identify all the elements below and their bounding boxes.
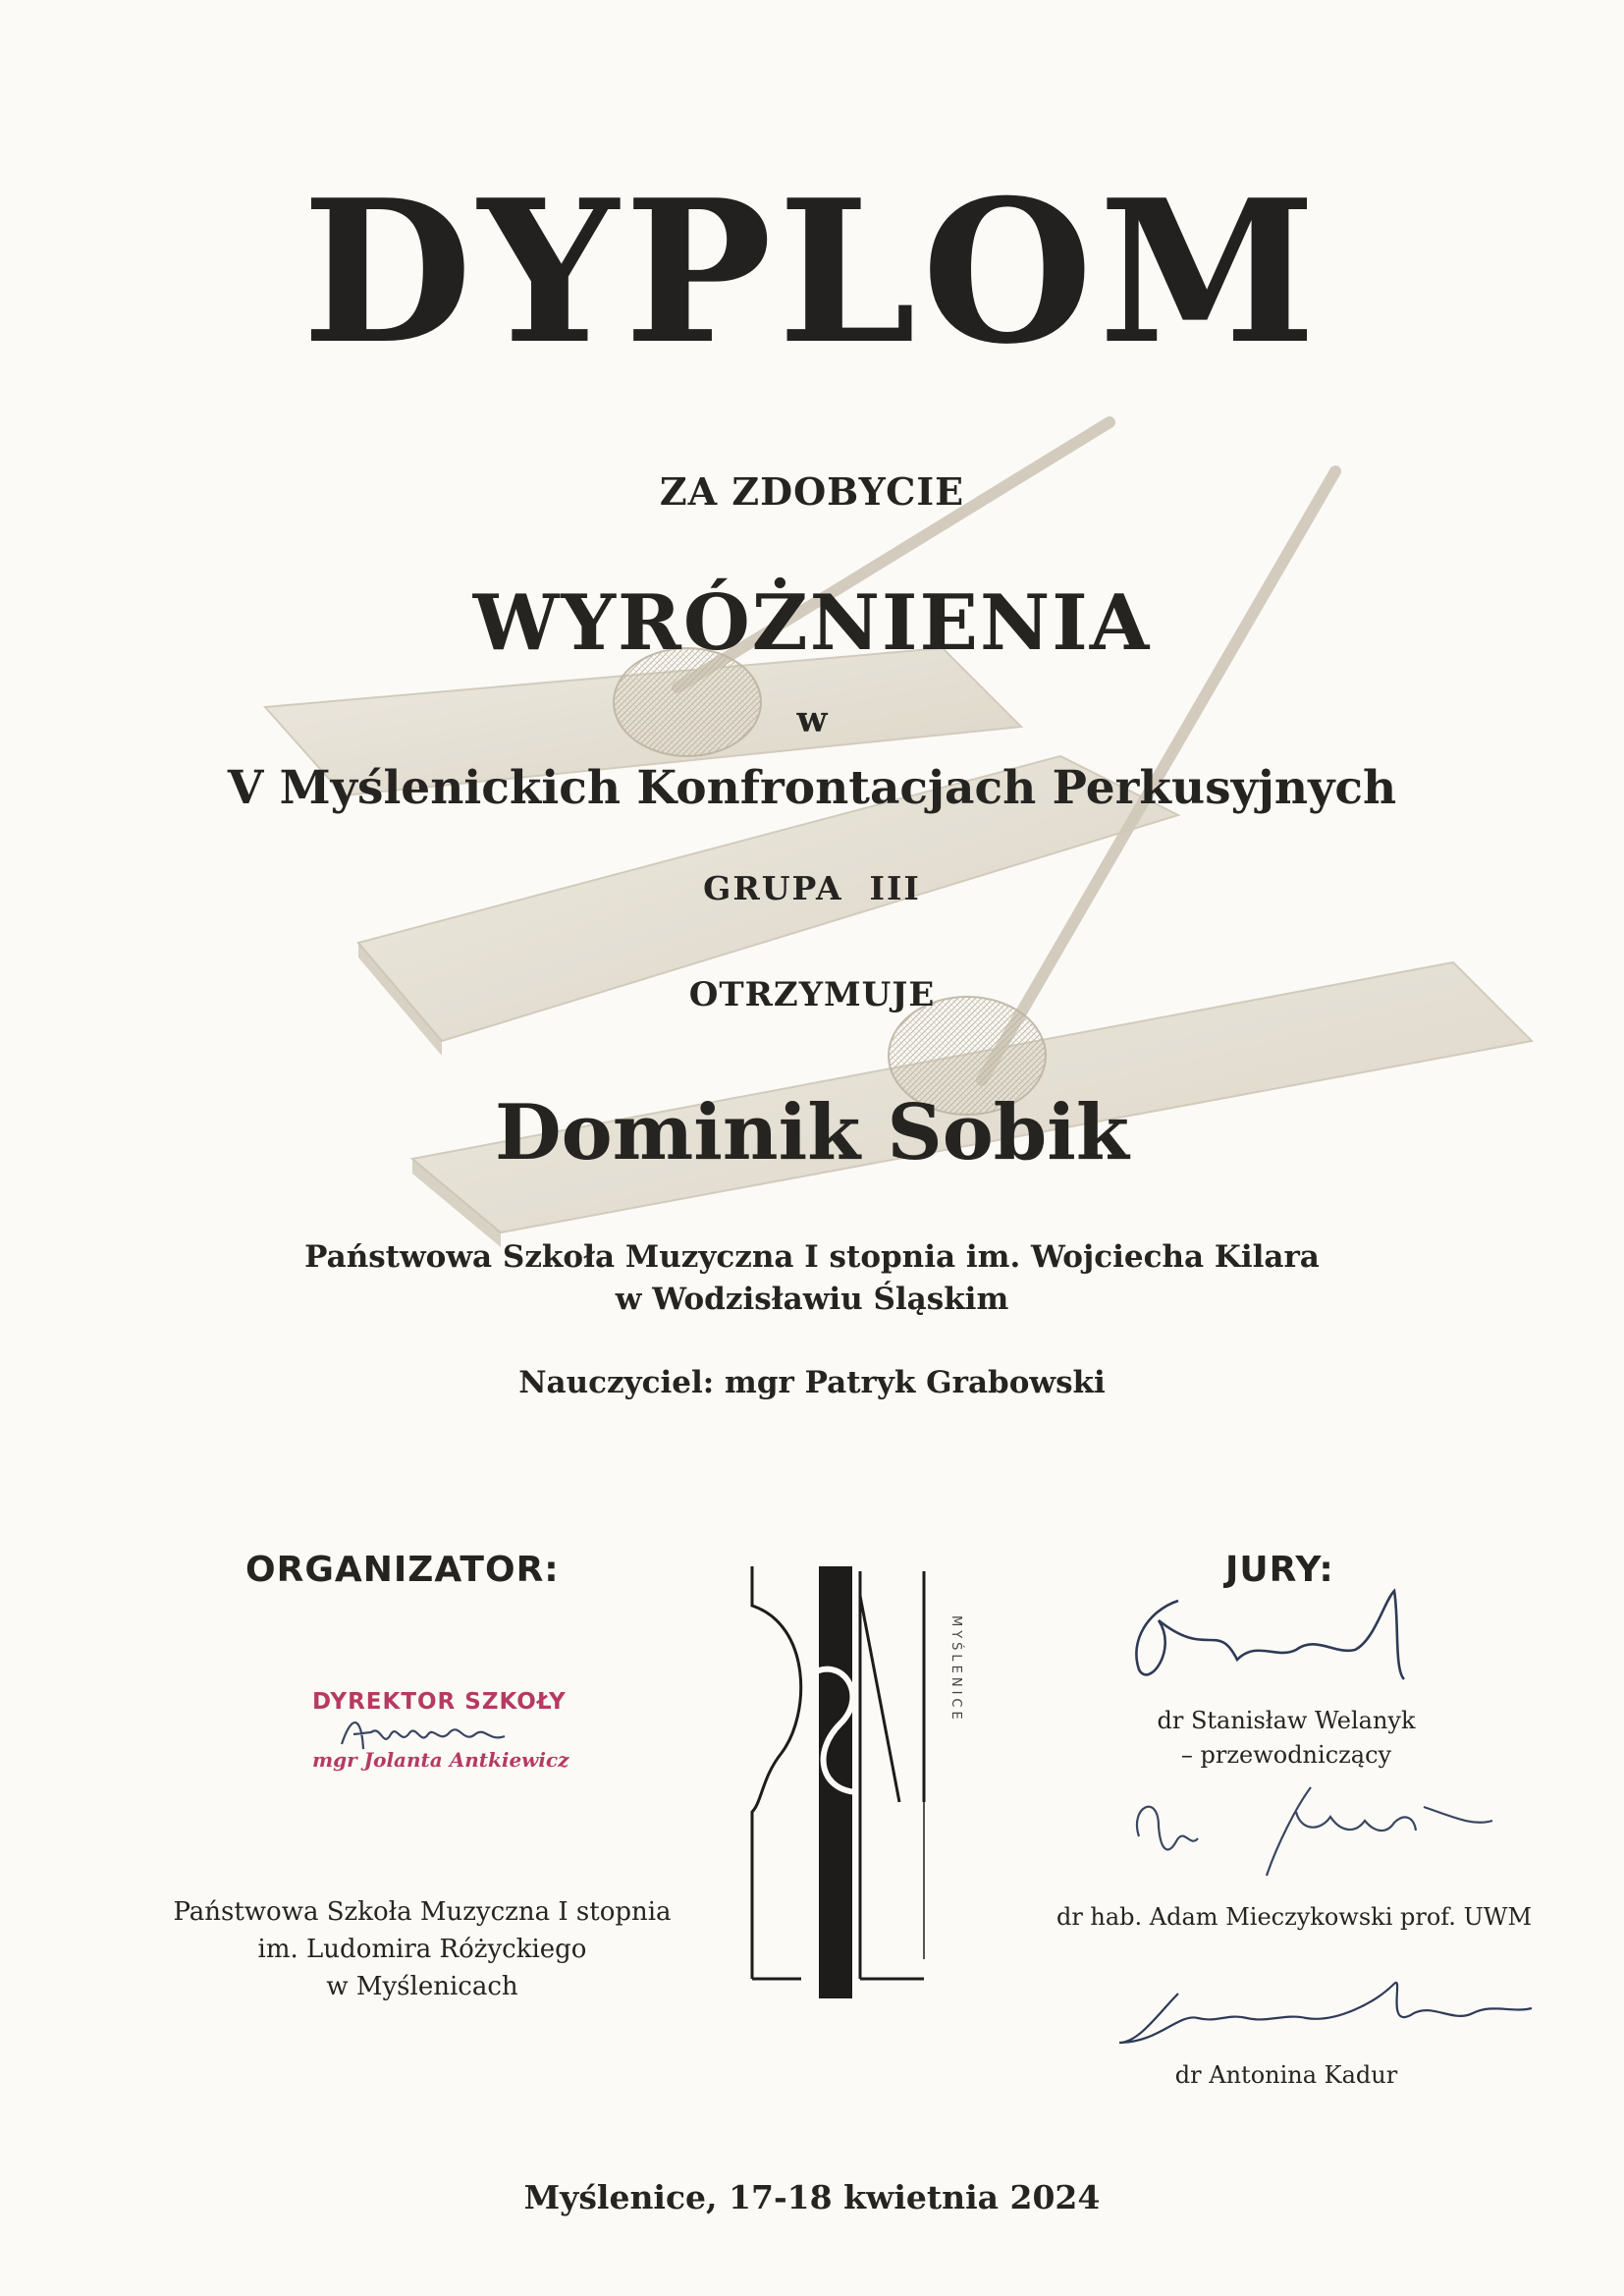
diploma-title: DYPLOM xyxy=(301,157,1323,388)
jury-member-2: dr hab. Adam Mieczykowski prof. UWM xyxy=(1056,1903,1533,1931)
jury-label: JURY: xyxy=(1225,1550,1334,1590)
organizer-school-city: w Myślenicach xyxy=(326,1972,518,2001)
teacher-name: Nauczyciel: mgr Patryk Grabowski xyxy=(518,1365,1106,1400)
director-stamp-title: DYREKTOR SZKOŁY xyxy=(312,1689,567,1715)
competition-group: GRUPA III xyxy=(703,869,921,907)
event-name: V Myślenickich Konfrontacjach Perkusyjnych xyxy=(227,761,1397,815)
organizer-school-patron: im. Ludomira Różyckiego xyxy=(257,1935,587,1964)
signature-welanyk xyxy=(1136,1591,1404,1679)
recipient-school-city: w Wodzisławiu Śląskim xyxy=(615,1282,1009,1317)
logo-vertical-text: MYŚLENICE xyxy=(948,1615,963,1723)
receives-label: OTRZYMUJE xyxy=(688,975,936,1014)
director-stamp-name: mgr Jolanta Antkiewicz xyxy=(312,1748,569,1772)
jury-signatures xyxy=(1100,1581,1571,2062)
award-name: WYRÓŻNIENIA xyxy=(472,578,1152,668)
jury-member-1-role: – przewodniczący xyxy=(1180,1741,1392,1769)
place-and-date: Myślenice, 17-18 kwietnia 2024 xyxy=(523,2178,1101,2216)
signature-kadur xyxy=(1119,1983,1532,2043)
award-intro: ZA ZDOBYCIE xyxy=(659,469,965,514)
signature-mieczykowski xyxy=(1137,1787,1492,1876)
recipient-name: Dominik Sobik xyxy=(495,1088,1129,1177)
jury-member-3: dr Antonina Kadur xyxy=(1174,2061,1398,2089)
organizer-school: Państwowa Szkoła Muzyczna I stopnia xyxy=(173,1897,672,1927)
recipient-school: Państwowa Szkoła Muzyczna I stopnia im. Wojciecha Kilara xyxy=(304,1239,1320,1275)
festival-logo xyxy=(742,1566,968,2018)
preposition-in: w xyxy=(796,699,828,740)
jury-member-1: dr Stanisław Welanyk xyxy=(1157,1707,1416,1734)
organizer-label: ORGANIZATOR: xyxy=(245,1550,560,1590)
